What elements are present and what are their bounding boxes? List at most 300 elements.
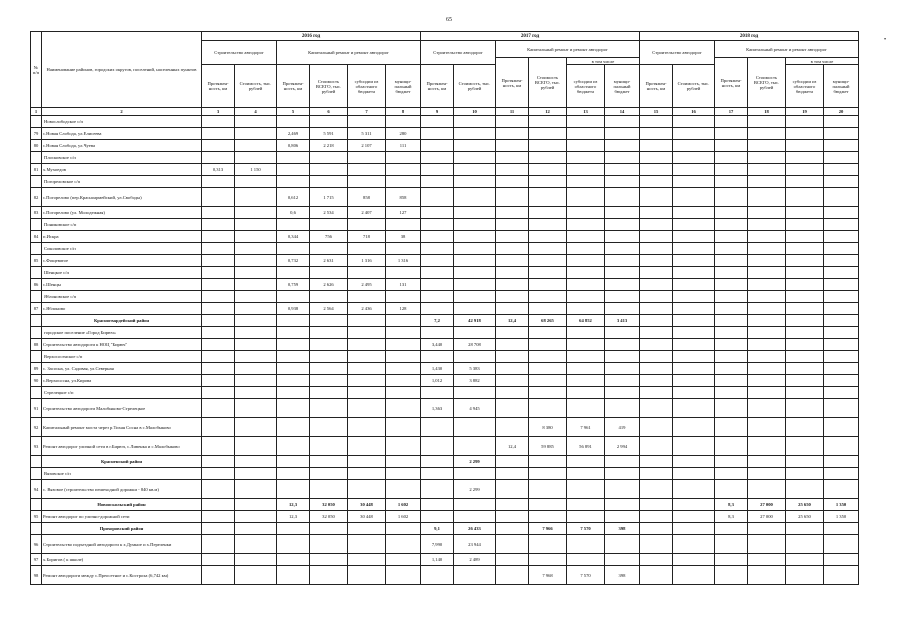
value-cell: 1,012 bbox=[421, 375, 454, 387]
value-cell bbox=[673, 176, 715, 188]
value-cell bbox=[454, 128, 496, 140]
value-cell bbox=[277, 363, 310, 375]
value-cell bbox=[529, 327, 567, 339]
value-cell bbox=[786, 351, 824, 363]
value-cell bbox=[824, 327, 859, 339]
value-cell bbox=[786, 315, 824, 327]
value-cell bbox=[673, 418, 715, 437]
value-cell bbox=[496, 456, 529, 468]
row-name: Стрелецкое с/п bbox=[42, 387, 202, 399]
value-cell: 8,3 bbox=[715, 499, 748, 511]
value-cell bbox=[748, 207, 786, 219]
value-cell: 5 311 bbox=[348, 128, 386, 140]
value-cell bbox=[235, 566, 277, 585]
table-row bbox=[31, 418, 859, 437]
length-header: Протяжен-ность, км bbox=[496, 58, 529, 108]
value-cell bbox=[786, 207, 824, 219]
value-cell bbox=[348, 152, 386, 164]
row-name: Красногвардейский район bbox=[42, 315, 202, 327]
value-cell bbox=[605, 511, 640, 523]
value-cell bbox=[567, 152, 605, 164]
value-cell bbox=[786, 128, 824, 140]
value-cell bbox=[454, 243, 496, 255]
value-cell bbox=[348, 327, 386, 339]
value-cell bbox=[786, 255, 824, 267]
value-cell bbox=[348, 339, 386, 351]
table-row bbox=[31, 255, 859, 267]
value-cell bbox=[421, 116, 454, 128]
value-cell bbox=[640, 363, 673, 375]
value-cell bbox=[715, 255, 748, 267]
value-cell bbox=[673, 231, 715, 243]
value-cell bbox=[386, 375, 421, 387]
value-cell bbox=[748, 255, 786, 267]
row-name: Погореловское с/п bbox=[42, 176, 202, 188]
value-cell bbox=[529, 511, 567, 523]
value-cell bbox=[310, 327, 348, 339]
value-cell bbox=[824, 387, 859, 399]
value-cell bbox=[277, 554, 310, 566]
value-cell bbox=[235, 523, 277, 535]
value-cell bbox=[567, 327, 605, 339]
value-cell: 128 bbox=[386, 303, 421, 315]
value-cell bbox=[786, 418, 824, 437]
value-cell bbox=[202, 418, 235, 437]
value-cell bbox=[640, 255, 673, 267]
value-cell bbox=[529, 219, 567, 231]
value-cell bbox=[310, 399, 348, 418]
value-cell bbox=[235, 303, 277, 315]
value-cell bbox=[454, 152, 496, 164]
row-name: городское поселение «Город Бирюч» bbox=[42, 327, 202, 339]
value-cell bbox=[567, 499, 605, 511]
value-cell bbox=[715, 351, 748, 363]
row-number: 89 bbox=[31, 363, 42, 375]
value-cell bbox=[824, 351, 859, 363]
value-cell bbox=[567, 456, 605, 468]
year-header-2018: 2018 год bbox=[640, 32, 859, 41]
value-cell bbox=[348, 176, 386, 188]
value-cell bbox=[529, 188, 567, 207]
row-number bbox=[31, 219, 42, 231]
row-name: Шенцкое с/п bbox=[42, 267, 202, 279]
value-cell bbox=[454, 188, 496, 207]
value-cell bbox=[496, 231, 529, 243]
value-cell bbox=[715, 535, 748, 554]
value-cell bbox=[235, 499, 277, 511]
value-cell bbox=[529, 499, 567, 511]
value-cell bbox=[421, 387, 454, 399]
value-cell bbox=[235, 140, 277, 152]
value-cell: 3 413 bbox=[605, 315, 640, 327]
value-cell bbox=[786, 363, 824, 375]
value-cell bbox=[202, 231, 235, 243]
value-cell bbox=[421, 418, 454, 437]
value-cell bbox=[496, 327, 529, 339]
row-number bbox=[31, 315, 42, 327]
row-name: Капитальный ремонт моста через р.Тихая Сосна в с.Малобыково bbox=[42, 418, 202, 437]
value-cell bbox=[673, 327, 715, 339]
value-cell bbox=[202, 315, 235, 327]
value-cell bbox=[310, 152, 348, 164]
value-cell bbox=[421, 566, 454, 585]
table-row bbox=[31, 207, 859, 219]
value-cell bbox=[824, 554, 859, 566]
value-cell: 131 bbox=[386, 279, 421, 291]
row-number: 88 bbox=[31, 339, 42, 351]
value-cell bbox=[824, 315, 859, 327]
value-cell bbox=[786, 219, 824, 231]
value-cell bbox=[748, 535, 786, 554]
column-index: 1 bbox=[31, 108, 42, 116]
value-cell bbox=[673, 267, 715, 279]
value-cell bbox=[421, 140, 454, 152]
value-cell bbox=[529, 116, 567, 128]
value-cell bbox=[640, 437, 673, 456]
value-cell bbox=[673, 291, 715, 303]
repair-header: Капитальный ремонт и ремонт автодорог bbox=[496, 41, 640, 58]
value-cell bbox=[605, 231, 640, 243]
value-cell bbox=[277, 387, 310, 399]
value-cell bbox=[386, 387, 421, 399]
value-cell bbox=[824, 219, 859, 231]
value-cell bbox=[640, 387, 673, 399]
length-header: Протяжен-ность, км bbox=[421, 65, 454, 108]
value-cell bbox=[529, 468, 567, 480]
table-row bbox=[31, 303, 859, 315]
value-cell bbox=[202, 128, 235, 140]
settlement-row bbox=[31, 351, 859, 363]
settlement-row bbox=[31, 468, 859, 480]
value-cell bbox=[421, 303, 454, 315]
value-cell bbox=[529, 399, 567, 418]
value-cell bbox=[235, 231, 277, 243]
district-row bbox=[31, 523, 859, 535]
value-cell bbox=[496, 554, 529, 566]
value-cell bbox=[386, 339, 421, 351]
row-name: Плосковское с/п bbox=[42, 152, 202, 164]
value-cell bbox=[715, 387, 748, 399]
value-cell: 1 150 bbox=[235, 164, 277, 176]
value-cell bbox=[640, 480, 673, 499]
value-cell bbox=[348, 164, 386, 176]
value-cell bbox=[202, 554, 235, 566]
value-cell bbox=[824, 231, 859, 243]
row-number: 93 bbox=[31, 437, 42, 456]
value-cell bbox=[277, 399, 310, 418]
value-cell bbox=[386, 152, 421, 164]
subsidy-header: субсидии из областного бюджета bbox=[567, 65, 605, 108]
value-cell bbox=[567, 267, 605, 279]
value-cell bbox=[824, 188, 859, 207]
value-cell bbox=[748, 468, 786, 480]
table-row bbox=[31, 140, 859, 152]
district-row bbox=[31, 456, 859, 468]
value-cell bbox=[748, 291, 786, 303]
table-row bbox=[31, 566, 859, 585]
value-cell bbox=[235, 456, 277, 468]
value-cell bbox=[454, 219, 496, 231]
value-cell bbox=[454, 418, 496, 437]
value-cell bbox=[348, 315, 386, 327]
value-cell bbox=[529, 291, 567, 303]
value-cell bbox=[421, 152, 454, 164]
value-cell bbox=[496, 207, 529, 219]
value-cell bbox=[748, 566, 786, 585]
value-cell bbox=[277, 418, 310, 437]
value-cell bbox=[640, 535, 673, 554]
value-cell bbox=[824, 152, 859, 164]
value-cell bbox=[202, 267, 235, 279]
value-cell bbox=[673, 523, 715, 535]
value-cell bbox=[640, 456, 673, 468]
value-cell bbox=[567, 231, 605, 243]
value-cell bbox=[715, 315, 748, 327]
value-cell bbox=[567, 140, 605, 152]
value-cell bbox=[605, 456, 640, 468]
column-index: 15 bbox=[640, 108, 673, 116]
table-row bbox=[31, 128, 859, 140]
value-cell bbox=[421, 128, 454, 140]
value-cell bbox=[715, 480, 748, 499]
value-cell bbox=[673, 351, 715, 363]
value-cell bbox=[748, 188, 786, 207]
value-cell bbox=[277, 375, 310, 387]
value-cell: 2 489 bbox=[454, 554, 496, 566]
year-header-2017: 2017 год bbox=[421, 32, 640, 41]
value-cell bbox=[421, 231, 454, 243]
value-cell bbox=[567, 339, 605, 351]
value-cell bbox=[235, 511, 277, 523]
value-cell: 2 407 bbox=[348, 207, 386, 219]
construction-header: Строительство автодорог bbox=[202, 41, 277, 65]
value-cell bbox=[824, 164, 859, 176]
value-cell bbox=[277, 176, 310, 188]
value-cell bbox=[824, 468, 859, 480]
value-cell bbox=[640, 315, 673, 327]
row-name: Строительство подъездной автодороги к х.Думное и х.Переленки bbox=[42, 535, 202, 554]
value-cell bbox=[454, 116, 496, 128]
cost-header: Стоимость, тыс. рублей bbox=[235, 65, 277, 108]
value-cell: 5 591 bbox=[310, 128, 348, 140]
row-number: 84 bbox=[31, 231, 42, 243]
value-cell bbox=[454, 291, 496, 303]
value-cell bbox=[786, 176, 824, 188]
row-number: 92 bbox=[31, 418, 42, 437]
value-cell bbox=[605, 152, 640, 164]
page-number: 65 bbox=[446, 17, 452, 23]
value-cell bbox=[310, 267, 348, 279]
row-number: 80 bbox=[31, 140, 42, 152]
value-cell bbox=[277, 291, 310, 303]
value-cell bbox=[786, 437, 824, 456]
row-name: Ремонт автодороги между с.Преосетное и с.Костроха (6,742 км) bbox=[42, 566, 202, 585]
value-cell bbox=[567, 363, 605, 375]
value-cell bbox=[496, 480, 529, 499]
value-cell bbox=[748, 279, 786, 291]
value-cell bbox=[348, 351, 386, 363]
table-row bbox=[31, 188, 859, 207]
value-cell bbox=[235, 219, 277, 231]
table-row bbox=[31, 511, 859, 523]
value-cell bbox=[786, 267, 824, 279]
value-cell bbox=[529, 164, 567, 176]
value-cell bbox=[202, 243, 235, 255]
value-cell bbox=[235, 291, 277, 303]
value-cell bbox=[496, 188, 529, 207]
value-cell bbox=[640, 128, 673, 140]
table-row bbox=[31, 375, 859, 387]
value-cell: 42 918 bbox=[454, 315, 496, 327]
value-cell bbox=[567, 291, 605, 303]
row-number: 95 bbox=[31, 511, 42, 523]
settlement-row bbox=[31, 219, 859, 231]
value-cell bbox=[202, 437, 235, 456]
value-cell bbox=[748, 219, 786, 231]
value-cell bbox=[421, 255, 454, 267]
incl-header: в том числе bbox=[786, 58, 859, 65]
value-cell bbox=[235, 437, 277, 456]
value-cell bbox=[277, 267, 310, 279]
value-cell bbox=[605, 188, 640, 207]
value-cell bbox=[824, 363, 859, 375]
value-cell bbox=[640, 399, 673, 418]
value-cell bbox=[786, 291, 824, 303]
settlement-row bbox=[31, 152, 859, 164]
value-cell: 3,440 bbox=[421, 339, 454, 351]
value-cell bbox=[386, 116, 421, 128]
value-cell: 7 968 bbox=[529, 566, 567, 585]
row-name: с.Новая Слобода, ул.Елисеева bbox=[42, 128, 202, 140]
value-cell bbox=[529, 207, 567, 219]
value-cell bbox=[202, 363, 235, 375]
row-name: с.Яблоново bbox=[42, 303, 202, 315]
value-cell bbox=[386, 351, 421, 363]
value-cell bbox=[235, 243, 277, 255]
value-cell bbox=[496, 339, 529, 351]
value-cell: 398 bbox=[605, 523, 640, 535]
value-cell bbox=[567, 243, 605, 255]
value-cell bbox=[567, 399, 605, 418]
value-cell bbox=[786, 116, 824, 128]
value-cell bbox=[640, 523, 673, 535]
value-cell bbox=[824, 480, 859, 499]
value-cell: 12,3 bbox=[277, 499, 310, 511]
value-cell bbox=[386, 468, 421, 480]
value-cell: 23 944 bbox=[454, 535, 496, 554]
value-cell bbox=[496, 566, 529, 585]
value-cell bbox=[786, 399, 824, 418]
value-cell: 2 564 bbox=[310, 303, 348, 315]
value-cell bbox=[454, 499, 496, 511]
value-cell bbox=[824, 291, 859, 303]
row-name: с.Новая Слобода, ул.Чуева bbox=[42, 140, 202, 152]
value-cell bbox=[640, 219, 673, 231]
value-cell bbox=[605, 351, 640, 363]
value-cell bbox=[567, 128, 605, 140]
value-cell bbox=[824, 456, 859, 468]
value-cell bbox=[277, 219, 310, 231]
value-cell bbox=[277, 243, 310, 255]
value-cell bbox=[715, 327, 748, 339]
value-cell bbox=[673, 140, 715, 152]
value-cell bbox=[748, 523, 786, 535]
value-cell bbox=[673, 511, 715, 523]
value-cell bbox=[640, 152, 673, 164]
column-index: 5 bbox=[277, 108, 310, 116]
value-cell bbox=[421, 468, 454, 480]
value-cell bbox=[496, 152, 529, 164]
table-row bbox=[31, 437, 859, 456]
value-cell: 32 050 bbox=[310, 499, 348, 511]
row-name: Новослободское с/п bbox=[42, 116, 202, 128]
value-cell bbox=[673, 207, 715, 219]
value-cell bbox=[748, 152, 786, 164]
value-cell bbox=[202, 351, 235, 363]
value-cell: 1 350 bbox=[824, 511, 859, 523]
value-cell bbox=[673, 499, 715, 511]
value-cell bbox=[310, 456, 348, 468]
value-cell: 2,469 bbox=[277, 128, 310, 140]
value-cell bbox=[386, 566, 421, 585]
value-cell bbox=[386, 315, 421, 327]
value-cell bbox=[348, 456, 386, 468]
column-index: 9 bbox=[421, 108, 454, 116]
value-cell bbox=[496, 523, 529, 535]
value-cell bbox=[748, 116, 786, 128]
value-cell bbox=[235, 279, 277, 291]
value-cell bbox=[640, 231, 673, 243]
value-cell bbox=[673, 128, 715, 140]
value-cell: 0,313 bbox=[202, 164, 235, 176]
value-cell bbox=[202, 279, 235, 291]
value-cell bbox=[715, 176, 748, 188]
value-cell: 12,4 bbox=[496, 315, 529, 327]
row-name: Строительство автодороги к НОЦ "Бирюч" bbox=[42, 339, 202, 351]
value-cell bbox=[715, 303, 748, 315]
value-cell bbox=[235, 387, 277, 399]
value-cell bbox=[496, 176, 529, 188]
value-cell bbox=[310, 351, 348, 363]
value-cell bbox=[235, 176, 277, 188]
value-cell bbox=[567, 480, 605, 499]
table-row bbox=[31, 339, 859, 351]
value-cell bbox=[640, 339, 673, 351]
value-cell bbox=[202, 456, 235, 468]
value-cell: 7,990 bbox=[421, 535, 454, 554]
value-cell bbox=[786, 164, 824, 176]
value-cell: 127 bbox=[386, 207, 421, 219]
value-cell: 12,3 bbox=[277, 511, 310, 523]
road-works-table bbox=[30, 31, 859, 585]
value-cell bbox=[824, 375, 859, 387]
value-cell bbox=[715, 207, 748, 219]
value-cell bbox=[529, 456, 567, 468]
value-cell bbox=[421, 207, 454, 219]
row-name: с.Погорелово (пер.Красноармейский, ул.Свободы) bbox=[42, 188, 202, 207]
value-cell: 26 433 bbox=[454, 523, 496, 535]
value-cell bbox=[202, 176, 235, 188]
value-cell bbox=[235, 152, 277, 164]
cost-header: Стоимость, тыс. рублей bbox=[673, 65, 715, 108]
value-cell bbox=[386, 363, 421, 375]
value-cell bbox=[202, 255, 235, 267]
value-cell bbox=[496, 363, 529, 375]
value-cell bbox=[824, 437, 859, 456]
value-cell bbox=[786, 566, 824, 585]
value-cell: 1,140 bbox=[421, 554, 454, 566]
value-cell bbox=[529, 535, 567, 554]
